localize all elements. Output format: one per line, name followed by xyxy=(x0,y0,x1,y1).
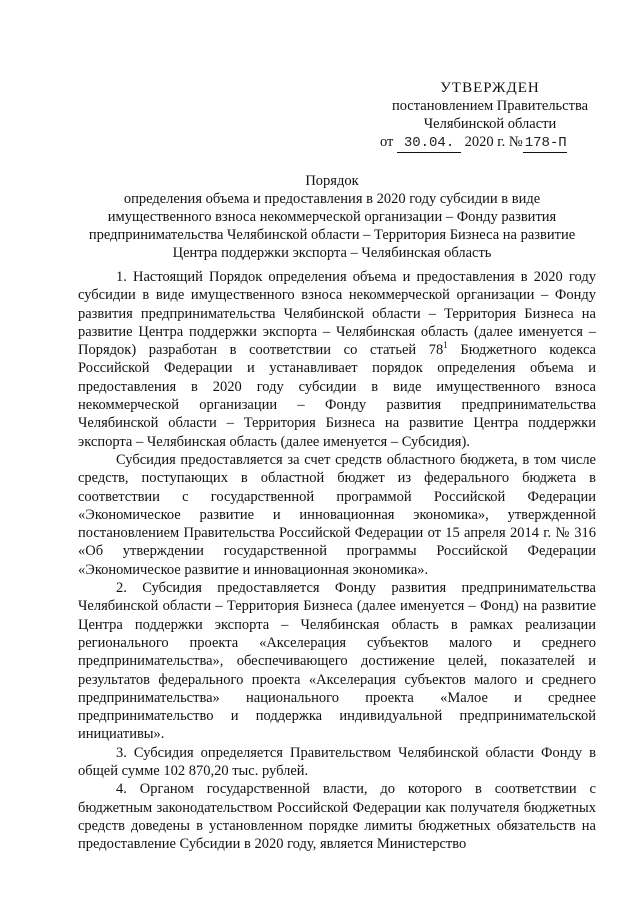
approval-block xyxy=(380,79,600,153)
year-text: 2020 г. № xyxy=(464,134,523,150)
title-line-1: определения объема и предоставления в 2020 году субсидии в виде xyxy=(123,191,541,207)
approval-heading: УТВЕРЖДЕН xyxy=(440,80,540,96)
paragraph-1-text-b: Бюджетного кодекса Российской Федерации и устанавливает порядок определения объема и предоставления в 2020 году субсидии в виде имущественного взноса некоммерческой организации – Фонду развития предпринимательства Челябинской области – Территория Бизнеса на развитие Центра поддержки экспорта – Челябинская область (далее именуется – Субсидия). xyxy=(78,342,596,450)
document-body xyxy=(78,268,596,854)
date-prefix: от xyxy=(380,134,394,150)
handwritten-number: 178-П xyxy=(524,135,567,151)
paragraph-3: 2. Субсидия предоставляется Фонду развития предпринимательства Челябинской области – Территория Бизнеса (далее именуется – Фонд) на развитие Центра поддержки экспорта – Челябинская область в рамках реализации регионального проекта «Акселерация субъектов малого и среднего предпринимательства», обеспечивающего достижение целей, показателей и результатов федерального проекта «Акселерация субъектов малого и среднего предпринимательства» национального проекта «Малое и среднее предпринимательство и поддержка индивидуальной предпринимательской инициативы». xyxy=(78,580,596,743)
paragraph-4: 3. Субсидия определяется Правительством Челябинской области Фонду в общей сумме 102 870,20 тыс. рублей. xyxy=(78,744,596,780)
paragraph-5: 4. Органом государственной власти, до которого в соответствии с бюджетным законодательством Российской Федерации как получателя бюджетных средств доведены в установленном порядке лимиты бюджетных обязательств на предоставление Субсидии в 2020 году, является Министерство xyxy=(78,781,596,853)
title-line-2: имущественного взноса некоммерческой организации – Фонду развития xyxy=(107,209,557,225)
paragraph-2: Субсидия предоставляется за счет средств областного бюджета, в том числе средств, поступающих в областной бюджет из федерального бюджета в соответствии с государственной программой Российской Федерации «Экономическое развитие и инновационная экономика», утвержденной постановлением Правительства Российской Федерации от 15 апреля 2014 г. № 316 «Об утверждении государственной программы Российской Федерации «Экономическое развитие и инновационная экономика». xyxy=(78,451,596,578)
paragraph-1-text-a: 1. Настоящий Порядок определения объема и предоставления в 2020 году субсидии в виде имущественного взноса некоммерческой организации – Фонду развития предпринимательства Челябинской области – Территория Бизнеса на развитие Центра поддержки экспорта – Челябинская область (далее именуется – Порядок) разработан в соответствии со статьей 78 xyxy=(78,269,596,359)
title-line-3: предпринимательства Челябинской области – Территория Бизнеса на развитие xyxy=(88,227,576,243)
title-line-4: Центра поддержки экспорта – Челябинская область xyxy=(172,245,492,261)
document-title xyxy=(70,172,594,262)
approval-line-1: постановлением Правительства xyxy=(391,98,589,114)
approval-date-line xyxy=(380,133,600,153)
paragraph-1 xyxy=(78,268,596,451)
approval-line-2: Челябинской области xyxy=(423,116,557,132)
title-heading: Порядок xyxy=(305,173,359,189)
superscript-1: 1 xyxy=(443,340,448,351)
handwritten-date: 30.04. xyxy=(397,134,461,153)
